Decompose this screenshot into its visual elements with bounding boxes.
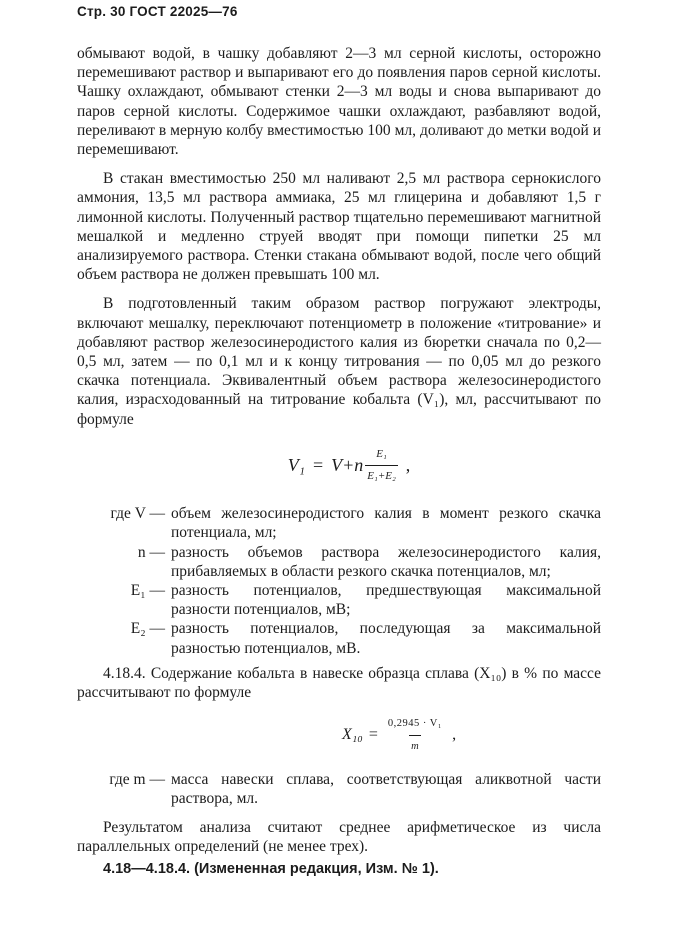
- formula-x10-lhs: X₁₀: [341, 726, 363, 744]
- def-term: E₁ —: [130, 582, 165, 600]
- formula-v1-equals: =: [312, 454, 324, 475]
- formula-v1-numerator: E₁: [376, 447, 387, 460]
- formula-v1-comma: ,: [405, 454, 411, 475]
- formula-v1-fraction: [365, 445, 398, 486]
- document-body: [77, 44, 601, 879]
- amendment-note: [77, 859, 601, 879]
- paragraph-3: В подготовленный таким образом раствор погружают электроды, включают мешалку, переключают потенциометр в положение «титрование» и добавляют раствор железосинеродистого калия из бюретки сначала по 0,2—0,5 мл, затем — по 0,1 мл и к концу титрования — по 0,05 мл до резкого скачка потенциала. Эквивалентный объем раствора железосинеродистого калия, израсходованный на титрование кобальта (V₁), мл, рассчитывают по формуле: [77, 295, 601, 428]
- paragraph-4: 4.18.4. Содержание кобальта в навеске образца сплава (X₁₀) в % по массе рассчитывают по формуле: [77, 664, 601, 702]
- formula-v1-rhs: V+n: [331, 454, 364, 475]
- def-term: где m —: [109, 770, 165, 788]
- formula-v1: [77, 445, 601, 486]
- def-term: n —: [137, 543, 165, 561]
- def-desc: масса навески сплава, соответствующая аликвотной части раствора, мл.: [171, 770, 601, 807]
- formula-x10-comma: ,: [452, 726, 457, 744]
- formula-x10-denominator: m: [409, 735, 421, 756]
- formula-x10: [77, 714, 601, 755]
- page-header: [77, 4, 238, 19]
- def-desc: разность потенциалов, предшествующая максимальной разности потенциалов, мВ;: [171, 582, 601, 619]
- formula-v1-lhs: V₁: [287, 454, 305, 475]
- standard-number: ГОСТ 22025—76: [129, 4, 238, 19]
- paragraph-1: обмывают водой, в чашку добавляют 2—3 мл серной кислоты, осторожно перемешивают раствор и выпаривают его до появления паров серной кислоты. Чашку охлаждают, обмывают стенки 2—3 мл воды и снова выпаривают до паров серной кислоты. Содержимое чашки охлаждают, разбавляют водой, переливают в мерную колбу вместимостью 100 мл, доливают до метки водой и перемешивают.: [77, 45, 601, 159]
- page-number: Стр. 30: [77, 4, 126, 19]
- definitions-list-1: [77, 504, 601, 658]
- def-term: E₂ —: [130, 620, 165, 638]
- formula-x10-numerator: 0,2945 · V₁: [387, 718, 443, 730]
- formula-x10-fraction: [386, 714, 444, 755]
- paragraph-5: Результатом анализа считают среднее арифметическое из числа параллельных определений (не менее трех).: [77, 819, 601, 856]
- definitions-list-2: [77, 770, 601, 808]
- def-desc: разность объемов раствора железосинеродистого калия, прибавляемых в области резкого скачка потенциалов, мл;: [171, 543, 601, 580]
- def-term: где V —: [110, 505, 165, 523]
- paragraph-2: В стакан вместимостью 250 мл наливают 2,5 мл раствора сернокислого аммония, 13,5 мл раствора аммиака, 25 мл глицерина и добавляют 1,5 г лимонной кислоты. Полученный раствор тщательно перемешивают магнитной мешалкой и медленно струей вводят при помощи пипетки 25 мл анализируемого раствора. Стенки стакана обмывают водой, после чего общий объем раствора не должен превышать 100 мл.: [77, 170, 601, 284]
- def-desc: разность потенциалов, последующая за максимальной разностью потенциалов, мВ.: [171, 620, 601, 657]
- amendment-text: 4.18—4.18.4. (Измененная редакция, Изм. № 1).: [103, 860, 439, 877]
- formula-v1-denominator: E₁+E₂: [365, 465, 398, 486]
- formula-x10-equals: =: [368, 726, 378, 744]
- def-desc: объем железосинеродистого калия в момент резкого скачка потенциала, мл;: [171, 505, 601, 542]
